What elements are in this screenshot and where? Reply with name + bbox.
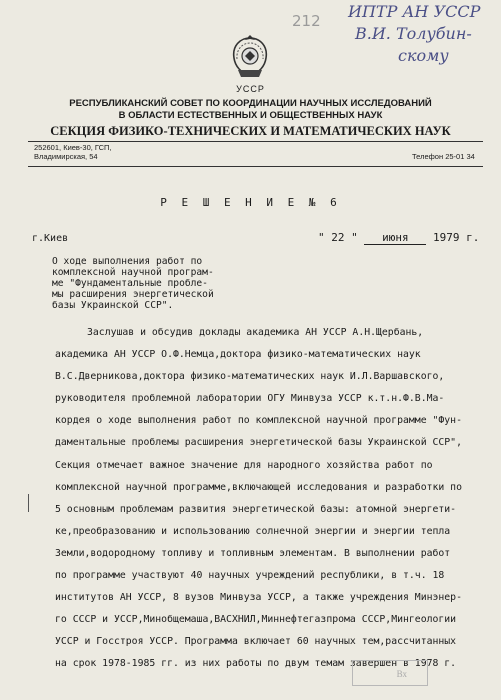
body-text [55,327,495,681]
address-line: Владимирская, 54 [34,151,98,161]
date-year: 1979 г. [433,231,480,244]
body-line: го СССР и УССР,Минобщемаша,ВАСХНИЛ,Миннефтегазпрома СССР,Мингеологии [55,614,457,626]
document-title: Р Е Ш Е Н И Е № 6 [160,196,341,209]
faded-stamp [352,660,428,686]
body-line: УССР и Госстроя УССР. Программа включает 60 научных тем,рассчитанных [55,636,457,648]
body-line: Заслушав и обсудив доклады академика АН УССР А.Н.Щербань, [87,327,424,338]
subject-line: мы расширения энергетической [52,289,214,301]
handwritten-note: скому [398,46,449,65]
body-line: на срок 1978-1985 гг. из них работы по двум темам завершен в 1978 г. [55,658,457,670]
body-line: комплексной научной программе,включающей исследования и разработки по [55,481,462,493]
body-line: кордея о ходе выполнения работ по комплексной научной программе "Фун- [55,415,462,427]
address-line: 252601, Киев-30, ГСП, [34,143,112,152]
subject [52,256,272,311]
body-line: академика АН УССР О.Ф.Немца,доктора физико-математических наук [55,349,421,361]
coat-of-arms-emblem [228,32,272,80]
handwritten-note: В.И. Толубин- [355,24,472,43]
body-line: институтов АН УССР, 8 вузов Минвуза УССР, а также учреждения Минэнер- [55,592,462,604]
subject-line: ме "Фундаментальные пробле- [52,278,208,290]
date [318,231,479,245]
subject-line: комплексной научной програм- [52,267,214,279]
body-line: даментальные проблемы расширения энергетической базы Украинской ССР", [55,437,462,449]
body-line: В.С.Дверникова,доктора физико-математических наук И.Л.Варшавского, [55,371,445,383]
body-line: по программе участвуют 40 научных учреждений республики, в т.ч. 18 [55,570,445,582]
handwritten-note: ИПТР АН УССР [348,2,481,21]
section-name: СЕКЦИЯ ФИЗИКО-ТЕХНИЧЕСКИХ И МАТЕМАТИЧЕСКИХ НАУК [50,124,451,138]
stamp-text: Вх [396,669,407,679]
archive-number: 212 [292,12,321,30]
date-day: " 22 " [318,231,358,244]
body-line: руководителя проблемной лаборатории ОГУ Минвуза УССР к.т.н.Ф.В.Ма- [55,393,445,405]
subject-line: базы Украинской ССР". [52,300,174,312]
margin-mark [28,494,29,512]
council-name-line1: РЕСПУБЛИКАНСКИЙ СОВЕТ ПО КООРДИНАЦИИ НАУЧНЫХ ИССЛЕДОВАНИЙ [69,98,432,109]
letterhead-divider [28,141,483,142]
date-month: июня [364,231,426,245]
address-divider [28,166,483,167]
city: г.Киев [32,233,69,244]
subject-line: О ходе выполнения работ по [52,256,203,267]
phone-number: Телефон 25-01 34 [412,152,475,161]
body-line: Земли,водородному топливу и топливным элементам. В выполнении работ [55,547,451,559]
body-line: ке,преобразованию и использованию солнечной энергии и энергии тепла [55,525,451,537]
country-label: УССР [236,84,265,94]
body-line: 5 основным проблемам развития энергетической базы: атомной энергети- [55,503,457,515]
body-line: Секция отмечает важное значение для народного хозяйства работ по [55,459,433,471]
address [34,144,112,161]
council-name-line2: В ОБЛАСТИ ЕСТЕСТВЕННЫХ И ОБЩЕСТВЕННЫХ НАУК [118,110,383,121]
